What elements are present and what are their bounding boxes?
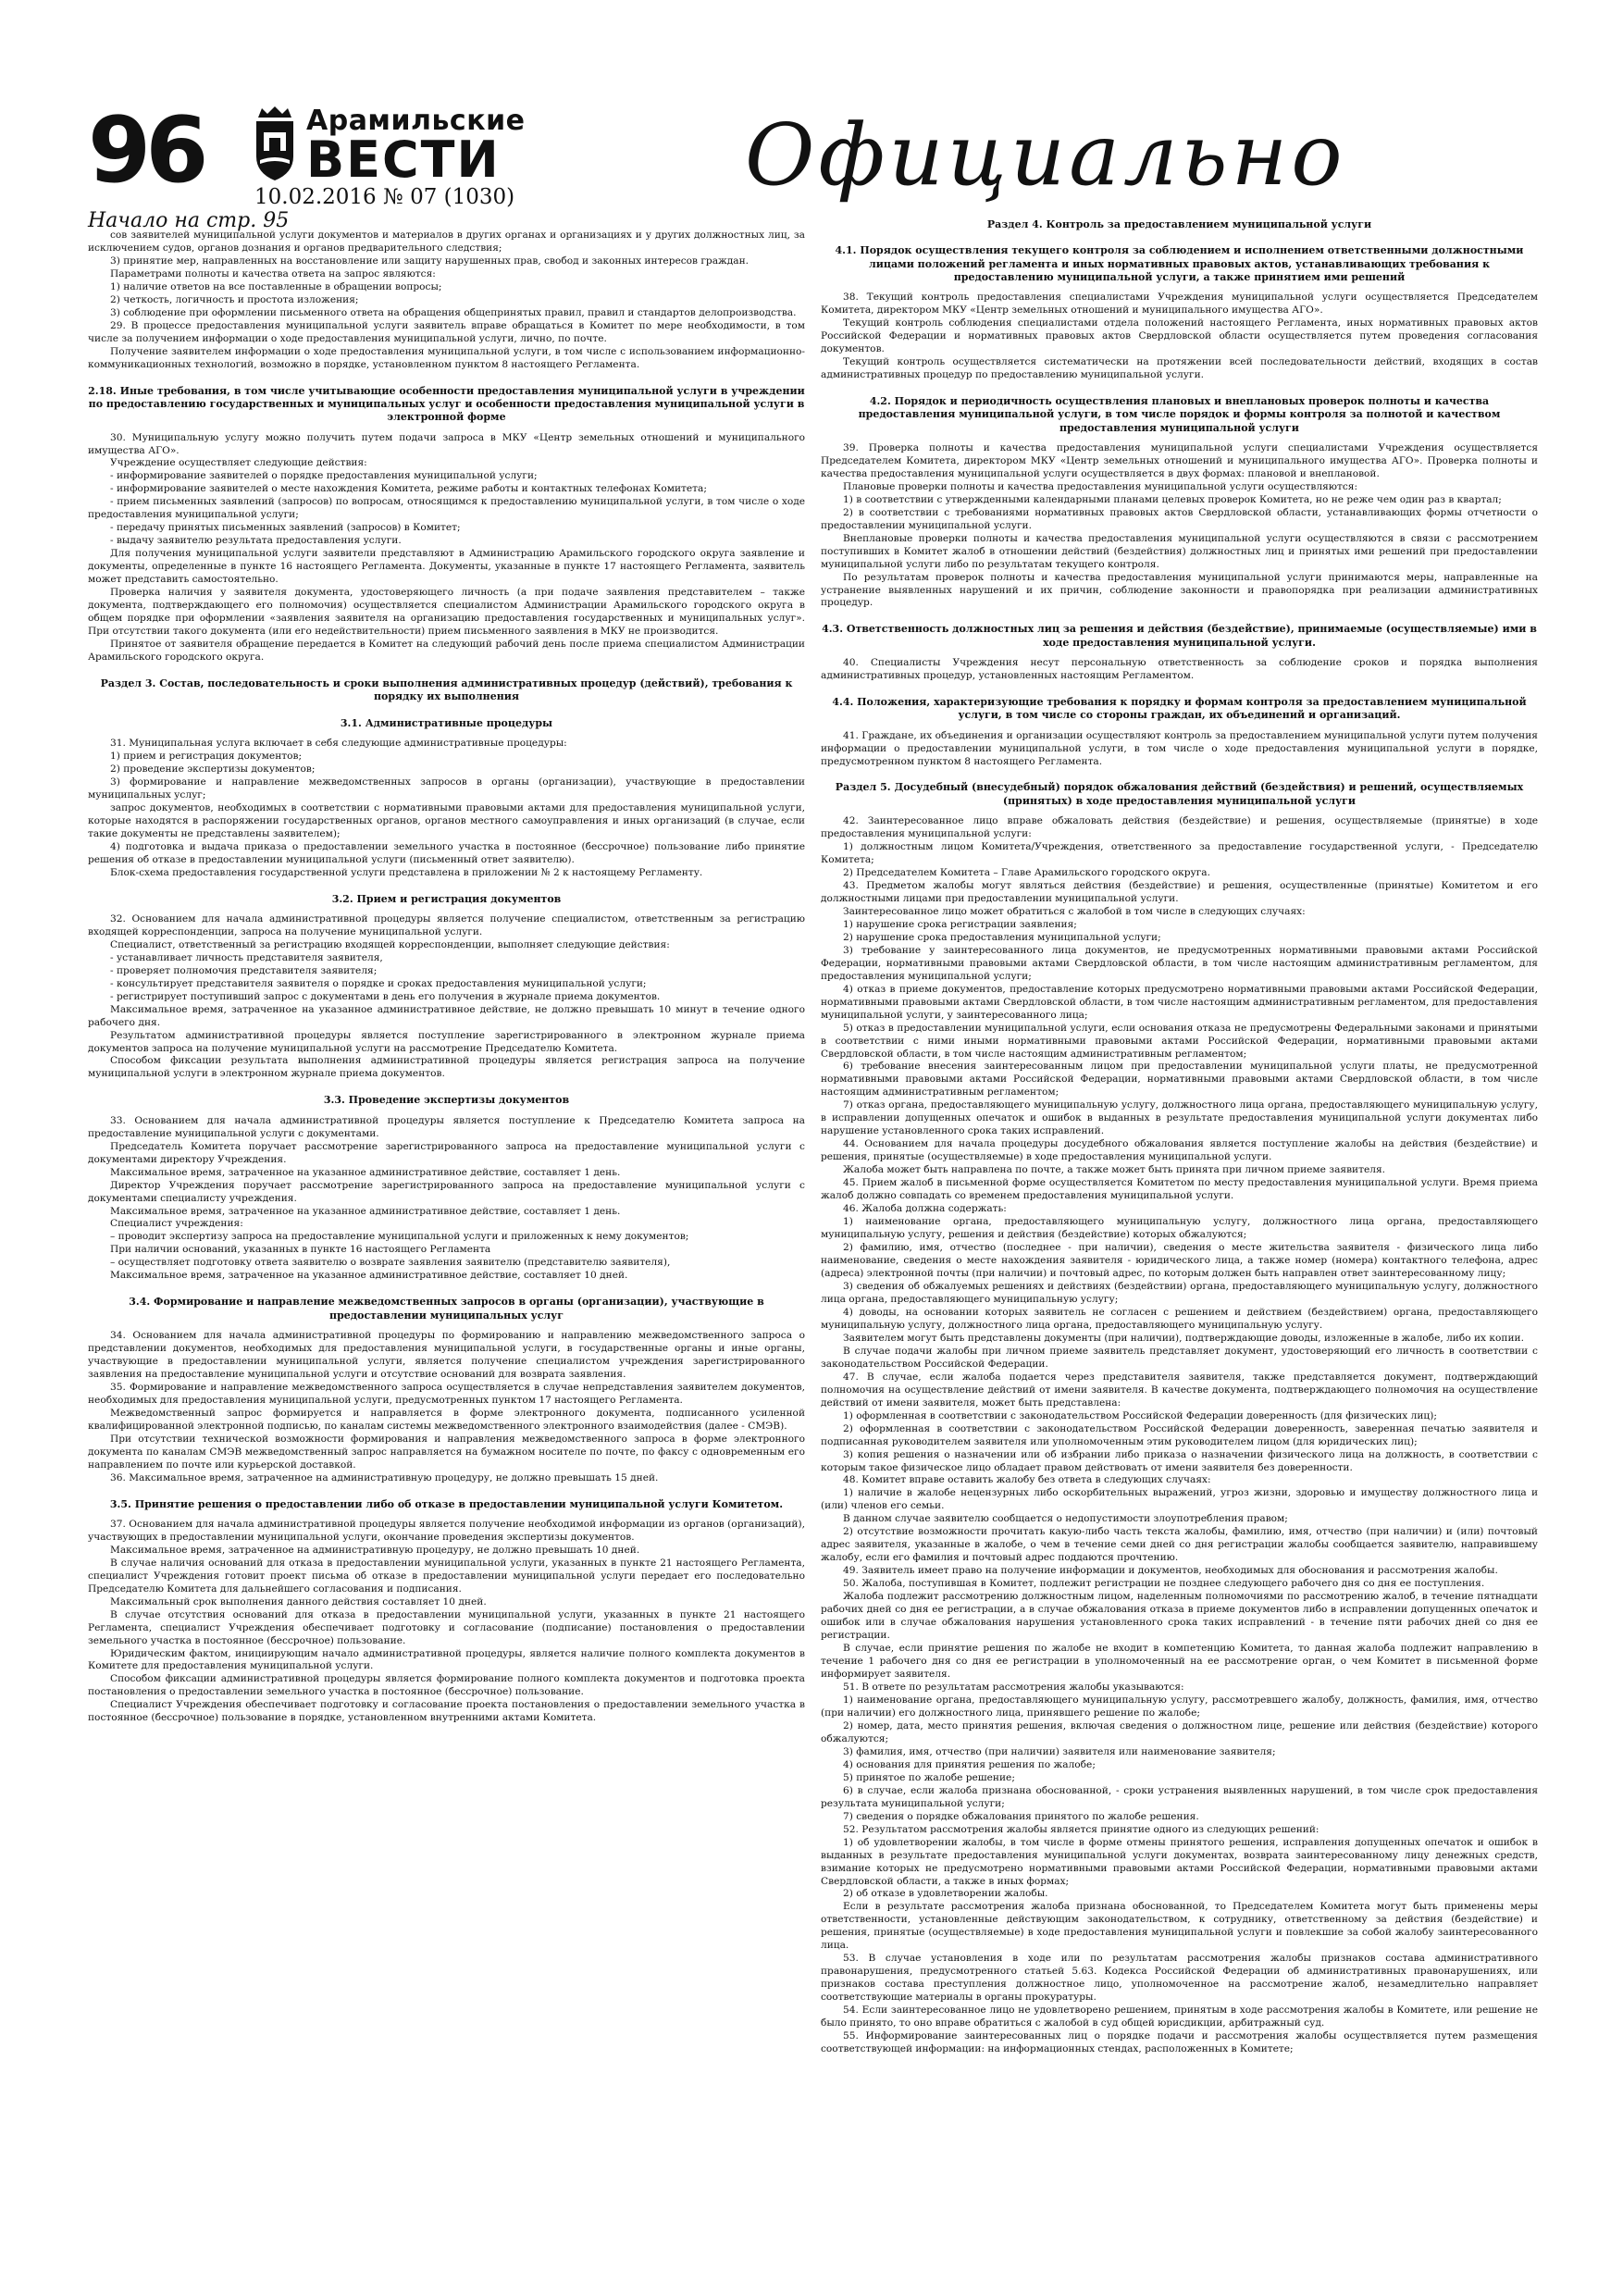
paragraph: 1) оформленная в соответствии с законодательством Российской Федерации доверенность (для физических лиц); <box>843 1409 1437 1421</box>
section-heading: 3.4. Формирование и направление межведомственных запросов в органы (организации), участвующие в предоставлении муниципальных услуг <box>129 1296 764 1322</box>
paragraph: - прием письменных заявлений (запросов) по вопросам, относящимся к предоставлению муниципальной услуги, в том числе о ходе предоставления муниципальной услуги; <box>88 496 805 521</box>
paragraph: 47. В случае, если жалоба подается через представителя заявителя, также представляется документ, подтверждающий полномочия на осуществление действий от имени заявителя. В качестве документа, подтверждающего полномочия на осуществление действий от имени заявителя, может быть представлена: <box>821 1371 1538 1409</box>
paragraph: 2) Председателем Комитета – Главе Арамильского городского округа. <box>843 866 1210 878</box>
section-heading: 4.1. Порядок осуществления текущего контроля за соблюдением и исполнением ответственными должностными лицами положений регламента и иных нормативных правовых актов, устанавливающих требования к предоставлению муниципальной услуги, а также принятием ими решений <box>835 244 1524 283</box>
paragraph: – проводит экспертизу запроса на предоставление муниципальной услуги и приложенных к нему документов; <box>110 1231 689 1243</box>
paragraph: 34. Основанием для начала административной процедуры по формированию и направлению межведомственного запроса о представлении документов, необходимых для предоставления муниципальной услуги, в государственные органы и иные органы, участвующие в предоставлении муниципальной услуги, является получение специалистом учреждения зарегистрированного заявления на предоставление муниципальной услуги и отсутствие оснований для возврата заявления. <box>88 1329 805 1380</box>
paragraph: 53. В случае установления в ходе или по результатам рассмотрения жалобы признаков состава административного правонарушения, предусмотренного статьей 5.63. Кодекса Российской Федерации об административных правонарушениях, или признаков состава преступления должностное лицо, уполномоченное на рассмотрение жалоб, незамедлительно направляет соответствующие материалы в органы прокуратуры. <box>821 1953 1538 2004</box>
paragraph: 41. Граждане, их объединения и организации осуществляют контроль за предоставлением муниципальной услуги путем получения информации о предоставлении муниципальной услуги, в том числе о ходе предоставления муниципальной услуги в порядке, предусмотренном пунктом 8 настоящего Регламента. <box>821 729 1538 767</box>
paragraph: Внеплановые проверки полноты и качества предоставления муниципальной услуги осуществляются в связи с рассмотрением поступивших в Комитет жалоб в отношении действий (бездействия) должностных лиц и принятых ими решений при предоставлении муниципальной услуги либо по результатам текущего контроля. <box>821 532 1538 570</box>
paragraph: 2) четкость, логичность и простота изложения; <box>110 293 359 305</box>
paragraph: 3) фамилия, имя, отчество (при наличии) заявителя или наименование заявителя; <box>843 1745 1276 1757</box>
paragraph: Проверка наличия у заявителя документа, удостоверяющего личность (а при подаче заявления представителем – также документа, подтверждающего его полномочия) осуществляется специалистом Администрации Арамильского городского округа в общем порядке при оформлении «заявления заявителя на организацию предоставления государственных и муниципальных услуг». При отсутствии такого документа (или его недействительности) прием письменного заявления в МКУ не производится. <box>88 587 805 638</box>
section-heading: Раздел 5. Досудебный (внесудебный) порядок обжалования действий (бездействия) и решений, осуществляемых (принятых) в ходе предоставления муниципальной услуги <box>835 781 1524 807</box>
paragraph: 32. Основанием для начала административной процедуры является получение специалистом, ответственным за регистрацию входящей корреспонденции, запроса на получение муниципальной услуги. <box>88 912 805 937</box>
paragraph: Специалист Учреждения обеспечивает подготовку и согласование проекта постановления о предоставлении земельного участка в постоянное (бессрочное) пользование в порядке, установленном внутренними актами Комитета. <box>88 1699 805 1724</box>
paragraph: В данном случае заявителю сообщается о недопустимости злоупотребления правом; <box>843 1513 1288 1525</box>
paragraph: 1) об удовлетворении жалобы, в том числе в форме отмены принятого решения, исправления допущенных опечаток и ошибок в выданных в результате предоставления муниципальной услуги документах, возврата заинтересованному лицу денежных средств, взимание которых не предусмотрено нормативными правовыми актами Российской Федерации, нормативными правовыми актами Свердловской области, а также в иных формах; <box>821 1836 1538 1887</box>
section-heading: 3.1. Административные процедуры <box>340 716 553 729</box>
paragraph: По результатам проверок полноты и качества предоставления муниципальной услуги принимаются меры, направленные на устранение выявленных нарушений и их причин, соблюдение законности и правопорядка при реализации административных процедур. <box>821 571 1538 609</box>
paragraph: Принятое от заявителя обращение передается в Комитет на следующий рабочий день после приема специалистом Администрации Арамильского городского округа. <box>88 639 805 664</box>
paragraph: Максимальное время, затраченное на административную процедуру, не должно превышать 10 дней. <box>110 1544 640 1556</box>
paragraph: Межведомственный запрос формируется и направляется в форме электронного документа, подписанного усиленной квалифицированной электронной подписью, по каналам системы межведомственного электронного взаимодействия (далее - СМЭВ). <box>88 1407 805 1432</box>
paragraph: Для получения муниципальной услуги заявители представляют в Администрацию Арамильского городского округа заявление и документы, определенные в пункте 16 настоящего Регламента. Документы, указанные в пункте 17 настоящего Регламента, заявитель может представить самостоятельно. <box>88 548 805 586</box>
paragraph: - информирование заявителей о месте нахождения Комитета, режиме работы и контактных телефонах Комитета; <box>110 483 707 495</box>
paragraph: 2) проведение экспертизы документов; <box>110 763 316 775</box>
section-heading: 4.4. Положения, характеризующие требования к порядку и формам контроля за предоставлением муниципальной услуги, в том числе со стороны граждан, их объединений и организаций. <box>832 695 1527 722</box>
paragraph: Текущий контроль осуществляется систематически на протяжении всей последовательности действий, входящих в состав административных процедур по предоставлению муниципальной услуги. <box>821 356 1538 380</box>
paragraph: 5) отказ в предоставлении муниципальной услуги, если основания отказа не предусмотрены Федеральными законами и принятыми в соответствии с ними иными нормативными правовыми актами Российской Федерации, нормативными правовыми актами Свердловской области, в том числе настоящим административным регламентом; <box>821 1022 1538 1060</box>
section-heading: Раздел 3. Состав, последовательность и сроки выполнения административных процедур (действий), требования к порядку их выполнения <box>100 676 793 703</box>
issue-date: 10.02.2016 № 07 (1030) <box>254 185 515 209</box>
paragraph: 4) подготовка и выдача приказа о предоставлении земельного участка в постоянное (бессрочное) пользование либо принятие решения об отказе в предоставлении муниципальной услуги (письменный ответ заявителю). <box>88 840 805 865</box>
paragraph: Директор Учреждения поручает рассмотрение зарегистрированного запроса на предоставление муниципальной услуги с документами специалисту учреждения. <box>88 1179 805 1204</box>
masthead <box>88 100 1550 211</box>
paragraph: 50. Жалоба, поступившая в Комитет, подлежит регистрации не позднее следующего рабочего дня со дня ее поступления. <box>843 1578 1485 1590</box>
paragraph: Параметрами полноты и качества ответа на запрос являются: <box>110 267 436 279</box>
paragraph: 2) оформленная в соответствии с законодательством Российской Федерации доверенность, заверенная печатью заявителя и подписанная руководителем заявителя или уполномоченным этим руководителем лицом (для юридических лиц); <box>821 1422 1538 1447</box>
paragraph: Максимальное время, затраченное на указанное административное действие, составляет 1 день. <box>110 1166 621 1178</box>
section-heading: Раздел 4. Контроль за предоставлением муниципальной услуги <box>986 218 1372 230</box>
brand-name-line1: Арамильские <box>306 105 526 137</box>
paragraph: - устанавливает личность представителя заявителя, <box>110 951 383 963</box>
section-title: Официально <box>745 105 1346 205</box>
paragraph: В случае отсутствия оснований для отказа в предоставлении муниципальной услуги, указанных в пункте 21 настоящего Регламента, специалист Учреждения обеспечивает подготовку и согласование (подписание) постановления о предоставлении земельного участка в постоянное (бессрочное) пользование. <box>88 1608 805 1646</box>
paragraph: 55. Информирование заинтересованных лиц о порядке подачи и рассмотрения жалобы осуществляется путем размещения соответствующей информации: на информационных стендах, расположенных в Комитете; <box>821 2030 1538 2055</box>
paragraph: 3) сведения об обжалуемых решениях и действиях (бездействии) органа, предоставляющего муниципальную услугу, должностного лица органа, предоставляющего муниципальную услугу; <box>821 1280 1538 1305</box>
paragraph: 46. Жалоба должна содержать: <box>843 1203 1007 1215</box>
paragraph: 1) наличие в жалобе нецензурных либо оскорбительных выражений, угроз жизни, здоровью и имуществу должностного лица и (или) членов его семьи. <box>821 1487 1538 1512</box>
paragraph: 1) наименование органа, предоставляющего муниципальную услугу, рассмотревшего жалобу, должность, фамилия, имя, отчество (при наличии) его должностного лица, принявшего решение по жалобе; <box>821 1694 1538 1719</box>
paragraph: - консультирует представителя заявителя о порядке и сроках предоставления муниципальной услуги; <box>110 977 647 989</box>
paragraph: Результатом административной процедуры является поступление зарегистрированного в электронном журнале приема документов запроса на получение муниципальной услуги на рассмотрение Председателю Комитета. <box>88 1029 805 1054</box>
paragraph: 1) нарушение срока регистрации заявления; <box>843 918 1077 930</box>
paragraph: 3) принятие мер, направленных на восстановление или защиту нарушенных прав, свобод и законных интересов граждан. <box>110 254 750 267</box>
paragraph: 2) номер, дата, место принятия решения, включая сведения о должностном лице, решение или действия (бездействие) которого обжалуются; <box>821 1719 1538 1744</box>
section-heading: 4.3. Ответственность должностных лиц за решения и действия (бездействие), принимаемые (осуществляемые) ими в ходе предоставления муниципальной услуги. <box>822 623 1537 649</box>
paragraph: 7) сведения о порядке обжалования принятого по жалобе решения. <box>843 1810 1199 1822</box>
paragraph: Блок-схема предоставления государственной услуги представлена в приложении № 2 к настоящему Регламенту. <box>110 866 703 878</box>
paragraph: 1) наличие ответов на все поставленные в обращении вопросы; <box>110 280 442 292</box>
paragraph: - передачу принятых письменных заявлений (запросов) в Комитет; <box>110 522 461 534</box>
paragraph: Специалист учреждения: <box>110 1218 243 1230</box>
paragraph: 1) наименование органа, предоставляющего муниципальную услугу, должностного лица органа, предоставляющего муниципальную услугу, решения и действия (бездействие) которых обжалуются; <box>821 1216 1538 1241</box>
paragraph: 7) отказ органа, предоставляющего муниципальную услугу, должностного лица органа, предоставляющего муниципальную услугу, в исправлении допущенных опечаток и ошибок в выданных в результате предоставления муниципальной услуги документах либо нарушение установленного срока таких исправлений. <box>821 1099 1538 1137</box>
paragraph: Заинтересованное лицо может обратиться с жалобой в том числе в следующих случаях: <box>843 905 1306 917</box>
right-column <box>821 218 1538 2282</box>
paragraph: 4) доводы, на основании которых заявитель не согласен с решением и действием (бездействием) органа, предоставляющего муниципальную услугу, должностного лица органа, предоставляющего муниципальную услугу. <box>821 1306 1538 1331</box>
paragraph: - регистрирует поступивший запрос с документами в день его получения в журнале приема документов. <box>110 990 661 1002</box>
paragraph: 6) требование внесения заинтересованным лицом при предоставлении муниципальной услуги платы, не предусмотренной нормативными правовыми актами Российской Федерации, нормативными правовыми актами Свердловской области, в том числе настоящим административным регламентом; <box>821 1061 1538 1098</box>
paragraph: Максимальное время, затраченное на указанное административное действие, составляет 1 день. <box>110 1205 621 1217</box>
paragraph: Специалист, ответственный за регистрацию входящей корреспонденции, выполняет следующие действия: <box>110 938 670 950</box>
paragraph: 3) требование у заинтересованного лица документов, не предусмотренных нормативными правовыми актами Российской Федерации, нормативными правовыми актами Свердловской области, в том числе настоящим административным регламентом, для предоставления муниципальной услуги; <box>821 944 1538 982</box>
section-heading: 2.18. Иные требования, в том числе учитывающие особенности предоставления муниципальной услуги в учреждении по предоставлению государственных и муниципальных услуг и особенности предоставления муниципальной услуги в электронной форме <box>88 384 805 424</box>
paragraph: 29. В процессе предоставления муниципальной услуги заявитель вправе обращаться в Комитет по мере необходимости, в том числе за получением информации о ходе предоставления муниципальной услуги, лично, по почте. <box>88 319 805 344</box>
paragraph: 49. Заявитель имеет право на получение информации и документов, необходимых для обоснования и рассмотрения жалобы. <box>843 1565 1498 1577</box>
paragraph: 2) отсутствие возможности прочитать какую-либо часть текста жалобы, фамилию, имя, отчество (при наличии) и (или) почтовый адрес заявителя, указанные в жалобе, о чем в течение семи дней со дня регистрации жалобы сообщается заявителю, направившему жалобу, если его фамилия и почтовый адрес поддаются прочтению. <box>821 1526 1538 1564</box>
brand-name-line2: ВЕСТИ <box>306 130 501 189</box>
paragraph: 2) в соответствии с требованиями нормативных правовых актов Свердловской области, устанавливающих формы отчетности о предоставлении муниципальной услуги. <box>821 506 1538 531</box>
paragraph: 51. В ответе по результатам рассмотрения жалобы указываются: <box>843 1681 1184 1693</box>
paragraph: Юридическим фактом, инициирующим начало административной процедуры, является наличие полного комплекта документов в Комитете для предоставления муниципальной услуги. <box>88 1647 805 1672</box>
paragraph: Жалоба может быть направлена по почте, а также может быть принята при личном приеме заявителя. <box>843 1164 1386 1176</box>
paragraph: 42. Заинтересованное лицо вправе обжаловать действия (бездействие) и решения, осуществляемые (принятые) в ходе предоставления муниципальной услуги: <box>821 815 1538 840</box>
paragraph: Плановые проверки полноты и качества предоставления муниципальной услуги осуществляются: <box>843 480 1358 492</box>
newspaper-logo <box>253 105 530 188</box>
paragraph: 40. Специалисты Учреждения несут персональную ответственность за соблюдение сроков и порядка выполнения административных процедур, установленных настоящим Регламентом. <box>821 657 1538 682</box>
paragraph: Жалоба подлежит рассмотрению должностным лицом, наделенным полномочиями по рассмотрению жалоб, в течение пятнадцати рабочих дней со дня ее регистрации, а в случае обжалования отказа в приеме документов либо в исправлении допущенных опечаток и ошибок или в случае обжалования нарушения установленного срока таких исправлений - в течение пяти рабочих дней со дня ее регистрации. <box>821 1591 1538 1642</box>
paragraph: Получение заявителем информации о ходе предоставления муниципальной услуги, в том числе с использованием информационно-коммуникационных технологий, возможно в порядке, установленном пунктом 8 настоящего Регламента. <box>88 345 805 370</box>
paragraph: 2) нарушение срока предоставления муниципальной услуги; <box>843 931 1161 943</box>
paragraph: - проверяет полномочия представителя заявителя; <box>110 964 378 976</box>
paragraph: 3) соблюдение при оформлении письменного ответа на обращения общепринятых правил, правил и стандартов делопроизводства. <box>110 306 797 318</box>
paragraph: 2) об отказе в удовлетворении жалобы. <box>843 1888 1048 1900</box>
paragraph: В случае наличия оснований для отказа в предоставлении муниципальной услуги, указанных в пункте 21 настоящего Регламента, специалист Учреждения готовит проект письма об отказе в предоставлении муниципальной услуги передает его последовательно Председателю Комитета для дальнейшего согласования и подписания. <box>88 1557 805 1595</box>
paragraph: Если в результате рассмотрения жалоба признана обоснованной, то Председателем Комитета могут быть применены меры ответственности, установленные действующим законодательством, к сотруднику, ответственному за действия (бездействие) и решения, принятые (осуществляемые) в ходе предоставления муниципальной услуги и повлекшие за собой жалобу заинтересованного лица. <box>821 1901 1538 1952</box>
paragraph: 2) фамилию, имя, отчество (последнее - при наличии), сведения о месте жительства заявителя - физического лица либо наименование, сведения о месте нахождения заявителя - юридического лица, а также номер (номера) контактного телефона, адрес (адреса) электронной почты (при наличии) и почтовый адрес, по которым должен быть направлен ответ заинтересованному лицу; <box>821 1242 1538 1279</box>
paragraph: Председатель Комитета поручает рассмотрение зарегистрированного запроса на предоставление муниципальной услуги с документами директору Учреждения. <box>88 1140 805 1165</box>
paragraph: 6) в случае, если жалоба признана обоснованной, - сроки устранения выявленных нарушений, в том числе срок предоставления результата муниципальной услуги; <box>821 1784 1538 1809</box>
coat-of-arms-icon <box>253 105 297 182</box>
paragraph: 44. Основанием для начала процедуры досудебного обжалования является поступление жалобы на действия (бездействие) и решения, принятые (осуществляемые) в ходе предоставления муниципальной услуги. <box>821 1138 1538 1163</box>
paragraph: 4) основания для принятия решения по жалобе; <box>843 1758 1096 1770</box>
paragraph: 1) должностным лицом Комитета/Учреждения, ответственного за предоставление государственной услуги, - Председателю Комитета; <box>821 841 1538 865</box>
paragraph: 3) формирование и направление межведомственных запросов в органы (организации), участвующие в предоставлении муниципальных услуг; <box>88 776 805 800</box>
paragraph: 1) в соответствии с утвержденными календарными планами целевых проверок Комитета, но не реже чем один раз в квартал; <box>843 493 1502 505</box>
paragraph: Заявителем могут быть представлены документы (при наличии), подтверждающие доводы, изложенные в жалобе, либо их копии. <box>843 1332 1524 1344</box>
paragraph: Способом фиксации административной процедуры является формирование полного комплекта документов и подготовка проекта постановления о предоставлении земельного участка в постоянное (бессрочное) пользование. <box>88 1673 805 1698</box>
paragraph: 48. Комитет вправе оставить жалобу без ответа в следующих случаях: <box>843 1474 1211 1486</box>
paragraph: 5) принятое по жалобе решение; <box>843 1771 1015 1783</box>
paragraph: Учреждение осуществляет следующие действия: <box>110 457 367 469</box>
paragraph: 3) копия решения о назначении или об избрании либо приказа о назначении физического лица на должность, в соответствии с которым такое физическое лицо обладает правом действовать от имени заявителя без доверенности. <box>821 1448 1538 1473</box>
section-heading: 4.2. Порядок и периодичность осуществления плановых и внеплановых проверок полноты и качества предоставления муниципальной услуги, в том числе порядок и формы контроля за полнотой и качеством предоставления муниципальной услуги <box>858 394 1501 434</box>
paragraph: В случае, если принятие решения по жалобе не входит в компетенцию Комитета, то данная жалоба подлежит направлению в течение 1 рабочего дня со дня ее регистрации в уполномоченный на ее рассмотрение орган, о чем Комитет в письменной форме информирует заявителя. <box>821 1643 1538 1681</box>
paragraph: 37. Основанием для начала административной процедуры является получение необходимой информации из органов (организаций), участвующих в предоставлении муниципальной услуги, окончание проведения экспертизы документов. <box>88 1518 805 1543</box>
paragraph: Максимальный срок выполнения данного действия составляет 10 дней. <box>110 1595 487 1607</box>
paragraph: 31. Муниципальная услуга включает в себя следующие административные процедуры: <box>110 737 567 749</box>
paragraph: 30. Муниципальную услугу можно получить путем подачи запроса в МКУ «Центр земельных отношений и муниципального имущества АГО». <box>88 431 805 456</box>
paragraph: Максимальное время, затраченное на указанное административное действие, не должно превышать 10 минут в течение одного рабочего дня. <box>88 1003 805 1028</box>
paragraph: сов заявителей муниципальной услуги документов и материалов в других органах и организациях и у других должностных лиц, за исключением судов, органов дознания и органов предварительного следствия; <box>88 230 805 254</box>
paragraph: При отсутствии технической возможности формирования и направления межведомственного запроса в форме электронного документа по каналам СМЭВ межведомственный запрос направляется на бумажном носителе по почте, по факсу с одновременным его направлением по почте или курьерской доставкой. <box>88 1433 805 1471</box>
paragraph: Максимальное время, затраченное на указанное административное действие, составляет 10 дней. <box>110 1270 628 1282</box>
page-number: 96 <box>88 98 204 204</box>
continued-note: Начало на стр. 95 <box>88 209 290 232</box>
paragraph: 36. Максимальное время, затраченное на административную процедуру, не должно превышать 15 дней. <box>110 1471 659 1483</box>
paragraph: 43. Предметом жалобы могут являться действия (бездействие) и решения, осуществленные (принятые) Комитетом и его должностными лицами при предоставлении муниципальной услуги. <box>821 879 1538 904</box>
paragraph: 1) прием и регистрация документов; <box>110 750 303 762</box>
paragraph: 39. Проверка полноты и качества предоставления муниципальной услуги специалистами Учреждения осуществляется Председателем Комитета, директором МКУ «Центр земельных отношений и муниципального имущества АГО». Проверка полноты и качества предоставления муниципальной услуги осуществляется в двух формах: плановой и внеплановой. <box>821 441 1538 479</box>
paragraph: 52. Результатом рассмотрения жалобы является принятие одного из следующих решений: <box>843 1823 1319 1835</box>
paragraph: 38. Текущий контроль предоставления специалистами Учреждения муниципальной услуги осуществляется Председателем Комитета, директором МКУ «Центр земельных отношений и муниципального имущества АГО». <box>821 292 1538 316</box>
paragraph: Способом фиксации результата выполнения административной процедуры является регистрация запроса на получение муниципальной услуги в электронном журнале приема документов. <box>88 1055 805 1080</box>
paragraph: - информирование заявителей о порядке предоставления муниципальной услуги; <box>110 470 538 482</box>
section-heading: 3.5. Принятие решения о предоставлении либо об отказе в предоставлении муниципальной услуги Комитетом. <box>109 1497 784 1510</box>
paragraph: - выдачу заявителю результата предоставления услуги. <box>110 535 402 547</box>
paragraph: В случае подачи жалобы при личном приеме заявитель представляет документ, удостоверяющий его личность в соответствии с законодательством Российской Федерации. <box>821 1345 1538 1370</box>
paragraph: 33. Основанием для начала административной процедуры является поступление к Председателю Комитета запроса на предоставление муниципальной услуги с документами. <box>88 1114 805 1139</box>
paragraph: запрос документов, необходимых в соответствии с нормативными правовыми актами для предоставления муниципальной услуги, которые находятся в распоряжении государственных органов, органов местного самоуправления и иных организаций (в случае, если такие документы не представлены заявителем); <box>88 801 805 839</box>
paragraph: Текущий контроль соблюдения специалистами отдела положений настоящего Регламента, иных нормативных правовых актов Российской Федерации и нормативных правовых актов Свердловской области осуществляется путем проведения согласования документов. <box>821 317 1538 355</box>
section-heading: 3.3. Проведение экспертизы документов <box>323 1094 570 1107</box>
paragraph: При наличии оснований, указанных в пункте 16 настоящего Регламента <box>110 1244 491 1256</box>
paragraph: 4) отказ в приеме документов, предоставление которых предусмотрено нормативными правовыми актами Российской Федерации, нормативными правовыми актами Свердловской области, в том числе настоящим административным регламентом, для предоставления муниципальной услуги, у заинтересованного лица; <box>821 983 1538 1021</box>
paragraph: 54. Если заинтересованное лицо не удовлетворено решением, принятым в ходе рассмотрения жалобы в Комитете, или решение не было принято, то оно вправе обратиться с жалобой в суд общей юрисдикции, арбитражный суд. <box>821 2004 1538 2029</box>
section-heading: 3.2. Прием и регистрация документов <box>331 892 562 905</box>
paragraph: 35. Формирование и направление межведомственного запроса осуществляется в случае непредставления заявителем документов, необходимых для предоставления муниципальной услуги, предусмотренных пунктом 17 настоящего Регламента. <box>88 1381 805 1406</box>
paragraph: 45. Прием жалоб в письменной форме осуществляется Комитетом по месту предоставления муниципальной услуги. Время приема жалоб должно совпадать со временем предоставления муниципальной услуги. <box>821 1177 1538 1202</box>
left-column <box>88 230 805 2279</box>
paragraph: – осуществляет подготовку ответа заявителю о возврате заявления заявителю (представителю заявителя), <box>110 1257 671 1269</box>
